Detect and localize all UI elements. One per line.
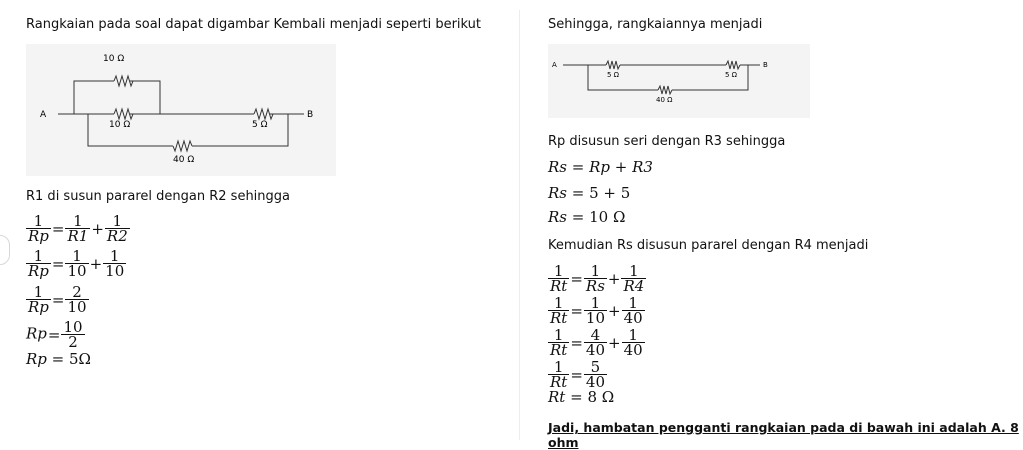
side-scroll-handle[interactable]: [0, 235, 10, 265]
eq-rs-1: Rs = Rp + R3: [548, 158, 653, 176]
right-intro-text: Sehingga, rangkaiannya menjadi: [548, 17, 763, 32]
resistor-r4: [658, 86, 672, 94]
circuit-svg-original: [26, 44, 336, 176]
conclusion-text: Jadi, hambatan pengganti rangkaian pada di bawah ini adalah A. 8 ohm: [548, 420, 1019, 450]
eq-rp-1: $\frac{1}{Rp}$ = $\frac{1}{R1}$ + $\frac{1}{R2}$: [28, 212, 128, 245]
r3-label: 5 Ω: [725, 71, 738, 79]
eq-rt-5: Rt = 8 Ω: [548, 388, 615, 406]
r4-label: 40 Ω: [656, 96, 673, 104]
eq-rt-2: $\frac{1}{Rt}$ = $\frac{1}{10}$ + $\frac{1}{40}$: [550, 294, 643, 327]
r2-label: 10 Ω: [109, 120, 131, 130]
eq-rp-5: Rp = 5Ω: [26, 350, 91, 368]
wire: [58, 81, 114, 114]
wire: [192, 114, 288, 146]
left-equations: [26, 214, 226, 374]
column-divider: [519, 10, 520, 440]
node-b-label: B: [763, 61, 768, 69]
circuit-diagram-original: [26, 44, 336, 176]
parallel-text: Kemudian Rs disusun pararel dengan R4 menjadi: [548, 238, 869, 253]
eq-rt-4: $\frac{1}{Rt}$ = $\frac{5}{40}$: [550, 358, 605, 391]
node-b-label: B: [307, 110, 314, 120]
rp-label: 5 Ω: [607, 71, 620, 79]
series-text: Rp disusun seri dengan R3 sehingga: [548, 134, 786, 149]
circuit-diagram-simplified: [548, 44, 810, 118]
resistor-rp: [606, 61, 620, 69]
eq-rp-2: $\frac{1}{Rp}$ = $\frac{1}{10}$ + $\frac{1}{10}$: [28, 247, 125, 280]
node-a-label: A: [552, 61, 557, 69]
r3-label: 5 Ω: [252, 120, 268, 130]
eq-rp-3: $\frac{1}{Rp}$ = $\frac{2}{10}$: [28, 283, 87, 316]
wire: [588, 65, 658, 90]
eq-rp-4: Rp= $\frac{10}{2}$: [26, 318, 83, 351]
eq-rt-3: $\frac{1}{Rt}$ = $\frac{4}{40}$ + $\frac{1}{40}$: [550, 326, 643, 359]
eq-rs-2: Rs = 5 + 5: [548, 184, 631, 202]
wire: [130, 81, 160, 114]
node-a-label: A: [40, 110, 47, 120]
r4-label: 40 Ω: [173, 155, 195, 165]
eq-rt-1: $\frac{1}{Rt}$ = $\frac{1}{Rs}$ + $\frac{1}{R4}$: [550, 262, 645, 295]
left-step-text: R1 di susun pararel dengan R2 sehingga: [26, 189, 291, 204]
resistor-r4: [173, 141, 192, 151]
right-equations: [548, 264, 748, 414]
eq-rs-3: Rs = 10 Ω: [548, 208, 626, 226]
r1-label: 10 Ω: [103, 54, 125, 64]
left-intro-text: Rangkaian pada soal dapat digambar Kembali menjadi seperti berikut: [26, 17, 481, 32]
circuit-svg-simplified: [548, 44, 810, 118]
resistor-r3: [726, 61, 740, 69]
